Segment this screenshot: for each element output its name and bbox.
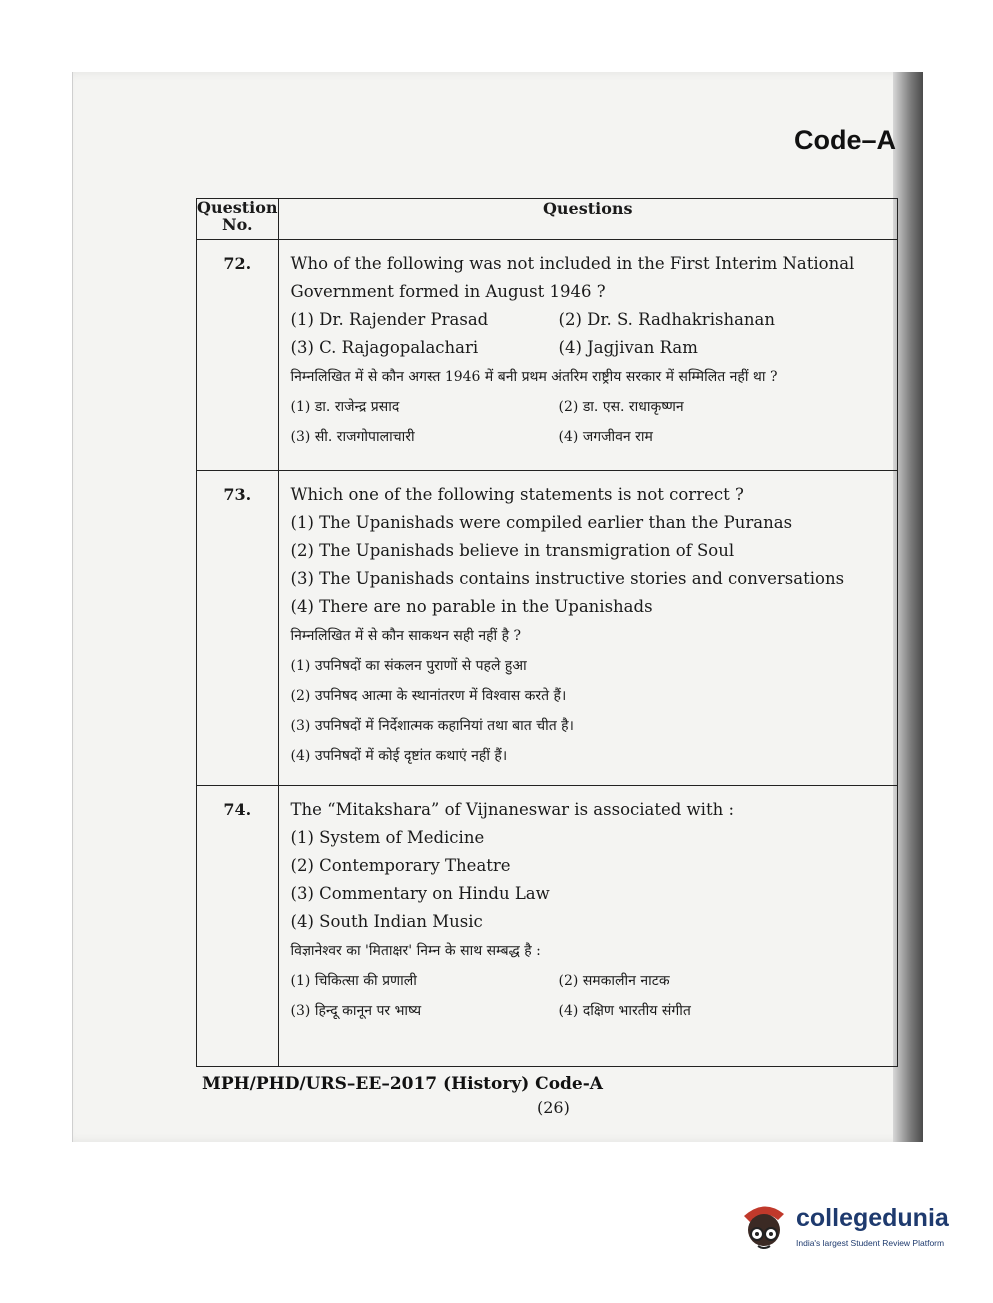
options-grid-hindi <box>291 966 897 1026</box>
option-hindi: (3) उपनिषदों में निर्देशात्मक कहानियां तथा बात चीत है। <box>290 718 574 734</box>
option-hindi: (3) सी. राजगोपालाचारी <box>290 429 415 445</box>
question-stem: Which one of the following statements is not correct ? <box>290 485 744 504</box>
option: (1) Dr. Rajender Prasad <box>290 310 489 329</box>
question-stem: The “Mitakshara” of Vijnaneswar is associated with : <box>290 800 735 819</box>
question-body <box>278 786 897 1067</box>
page-number: (26) <box>537 1098 570 1117</box>
option-hindi: (1) डा. राजेन्द्र प्रसाद <box>290 399 400 415</box>
brand-tagline: India's largest Student Review Platform <box>796 1238 945 1248</box>
option: (3) C. Rajagopalachari <box>290 338 479 357</box>
option-hindi: (3) हिन्दू कानून पर भाष्य <box>290 1003 422 1019</box>
option: (3) Commentary on Hindu Law <box>290 884 550 903</box>
questions-table <box>196 198 898 1067</box>
option: (4) South Indian Music <box>290 912 483 931</box>
question-number: 73. <box>197 471 279 786</box>
options-grid <box>291 306 897 362</box>
option-hindi: (2) उपनिषद आत्मा के स्थानांतरण में विश्वास करते हैं। <box>290 688 567 704</box>
question-body <box>278 240 897 471</box>
option-hindi: (4) उपनिषदों में कोई दृष्टांत कथाएं नहीं हैं। <box>290 748 508 764</box>
brand-name: collegedunia <box>796 1204 949 1232</box>
question-number: 72. <box>197 240 279 471</box>
option-hindi: (1) चिकित्सा की प्रणाली <box>290 973 417 989</box>
header-question-no: Question No. <box>197 199 279 240</box>
option: (1) The Upanishads were compiled earlier than the Puranas <box>290 513 793 532</box>
brand-logo[interactable] <box>738 1198 968 1258</box>
question-stem-hindi: निम्नलिखित में से कौन अगस्त 1946 में बनी प्रथम अंतरिम राष्ट्रीय सरकार में सम्मिलित नहीं था ? <box>290 369 778 385</box>
question-row <box>197 471 898 786</box>
option: (4) There are no parable in the Upanishads <box>290 597 653 616</box>
option: (2) Dr. S. Radhakrishanan <box>558 310 775 329</box>
option-hindi: (2) डा. एस. राधाकृष्णन <box>558 399 684 415</box>
mascot-icon <box>738 1198 790 1258</box>
question-row <box>197 240 898 471</box>
question-stem: Who of the following was not included in the First Interim National Government formed in August 1946 ? <box>290 254 855 301</box>
question-stem-hindi: निम्नलिखित में से कौन साकथन सही नहीं है ? <box>290 628 522 644</box>
option-hindi: (4) दक्षिण भारतीय संगीत <box>558 1003 691 1019</box>
option-hindi: (1) उपनिषदों का संकलन पुराणों से पहले हुआ <box>290 658 527 674</box>
paper-footer: MPH/PHD/URS–EE–2017 (History) Code-A <box>202 1074 603 1094</box>
code-label: Code–A <box>794 125 897 155</box>
header-questions: Questions <box>278 199 897 240</box>
option: (4) Jagjivan Ram <box>558 338 698 357</box>
option-hindi: (4) जगजीवन राम <box>558 429 653 445</box>
question-number: 74. <box>197 786 279 1067</box>
question-body <box>278 471 897 786</box>
option: (1) System of Medicine <box>290 828 485 847</box>
question-row <box>197 786 898 1067</box>
option: (2) Contemporary Theatre <box>290 856 511 875</box>
question-stem-hindi: विज्ञानेश्वर का 'मिताक्षर' निम्न के साथ सम्बद्ध है : <box>290 943 541 959</box>
option-hindi: (2) समकालीन नाटक <box>558 973 670 989</box>
option: (3) The Upanishads contains instructive stories and conversations <box>290 569 845 588</box>
options-grid-hindi <box>291 392 897 452</box>
option: (2) The Upanishads believe in transmigration of Soul <box>290 541 735 560</box>
